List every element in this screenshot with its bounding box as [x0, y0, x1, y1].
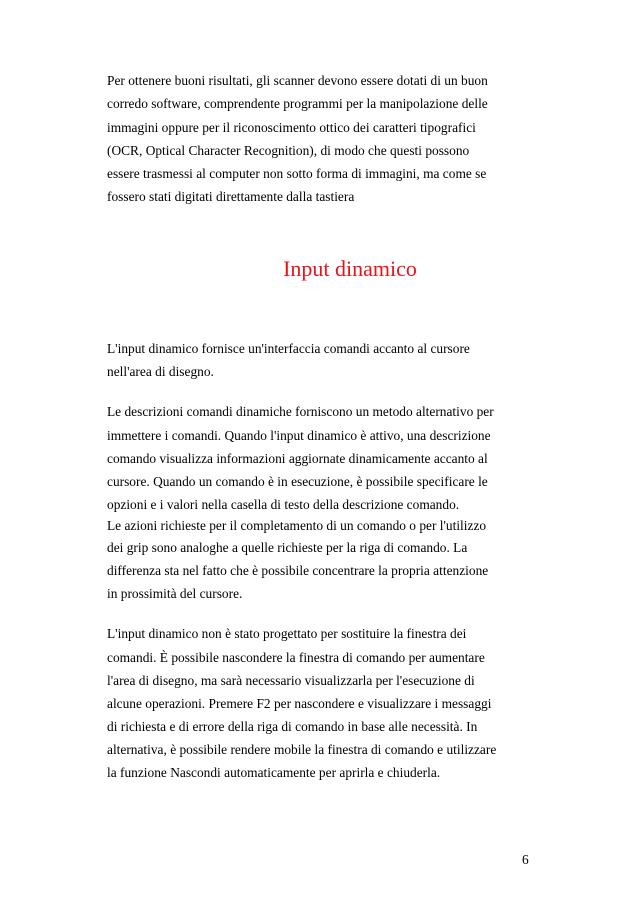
text-line: di richiesta e di errore della riga di comando in base alle necessità. In — [107, 719, 478, 734]
text-line: immettere i comandi. Quando l'input dinamico è attivo, una descrizione — [107, 428, 491, 443]
text-line: corredo software, comprendente programmi per la manipolazione delle — [107, 96, 488, 111]
text-line: Le descrizioni comandi dinamiche forniscono un metodo alternativo per — [107, 404, 494, 419]
text-line: immagini oppure per il riconoscimento ottico dei caratteri tipografici — [107, 120, 476, 135]
text-line: Per ottenere buoni risultati, gli scanner devono essere dotati di un buon — [107, 73, 488, 88]
text-line: L'input dinamico fornisce un'interfaccia comandi accanto al cursore — [107, 341, 470, 356]
text-line: l'area di disegno, ma sarà necessario visualizzarla per l'esecuzione di — [107, 673, 475, 688]
text-line: dei grip sono analoghe a quelle richieste per la riga di comando. La — [107, 540, 468, 555]
section-heading — [0, 255, 638, 283]
section-heading-text: Input dinamico — [283, 256, 417, 281]
text-line: Le azioni richieste per il completamento di un comando o per l'utilizzo — [107, 518, 487, 533]
text-line: la funzione Nascondi automaticamente per aprirla e chiuderla. — [107, 765, 441, 780]
text-line: alcune operazioni. Premere F2 per nascondere e visualizzare i messaggi — [107, 696, 492, 711]
text-line: opzioni e i valori nella casella di testo della descrizione comando. — [107, 497, 460, 512]
text-line: (OCR, Optical Character Recognition), di modo che questi possono — [107, 143, 470, 158]
text-line: L'input dinamico non è stato progettato per sostituire la finestra dei — [107, 626, 467, 641]
page-number: 6 — [522, 852, 529, 867]
text-line: cursore. Quando un comando è in esecuzione, è possibile specificare le — [107, 474, 488, 489]
text-line: comando visualizza informazioni aggiornate dinamicamente accanto al — [107, 451, 488, 466]
text-line: essere trasmessi al computer non sotto forma di immagini, ma come se — [107, 166, 487, 181]
text-line: differenza sta nel fatto che è possibile concentrare la propria attenzione — [107, 563, 489, 578]
text-line: nell'area di disegno. — [107, 364, 214, 379]
text-line: in prossimità del cursore. — [107, 586, 243, 601]
text-line: fossero stati digitati direttamente dalla tastiera — [107, 189, 355, 204]
text-line: alternativa, è possibile rendere mobile la finestra di comando e utilizzare — [107, 742, 497, 757]
text-line: comandi. È possibile nascondere la finestra di comando per aumentare — [107, 650, 485, 665]
